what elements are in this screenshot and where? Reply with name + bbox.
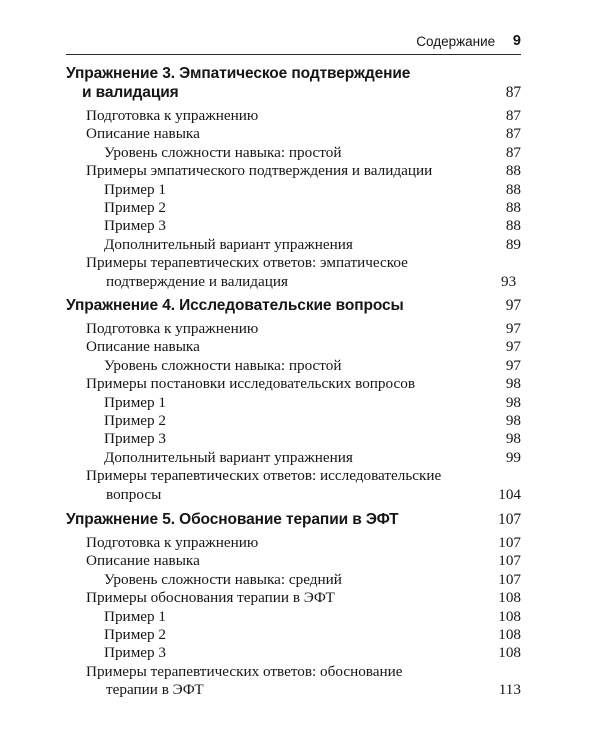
toc-entry-page: 99 bbox=[505, 448, 521, 466]
toc-entry bbox=[66, 357, 521, 375]
toc-entry-text: Примеры эмпатического подтверждения и валидации bbox=[86, 162, 433, 180]
toc-entry-text: Пример 1 bbox=[104, 393, 167, 411]
toc-entry-text: Пример 2 bbox=[104, 626, 167, 644]
toc-entry bbox=[66, 162, 521, 180]
exercise-page-number: 97 bbox=[505, 297, 521, 314]
toc-entry-text: Подготовка к упражнению bbox=[86, 534, 259, 551]
toc-entry-text: Примеры терапевтических ответов: эмпатическое bbox=[86, 254, 408, 272]
toc-entry-text: подтверждение и валидация bbox=[106, 272, 289, 290]
toc-entry-page: 98 bbox=[505, 430, 521, 448]
toc-entry-page: 108 bbox=[498, 607, 521, 625]
toc-entry-page: 107 bbox=[498, 534, 521, 551]
toc-entry-text: Примеры терапевтических ответов: обоснование bbox=[86, 662, 403, 680]
toc-entry-page: 107 bbox=[498, 552, 521, 570]
toc-entry-text: вопросы bbox=[106, 485, 162, 503]
toc-entry-page: 97 bbox=[505, 320, 521, 337]
toc-entry-text: Уровень сложности навыка: средний bbox=[104, 570, 342, 588]
toc-entry bbox=[66, 608, 521, 626]
running-head-title: Содержание bbox=[416, 34, 496, 49]
toc-entry-page: 97 bbox=[505, 356, 521, 374]
toc-entry-text: Примеры терапевтических ответов: исследовательские bbox=[86, 467, 442, 485]
toc-entry-text: Описание навыка bbox=[86, 125, 200, 143]
toc-entry bbox=[66, 338, 521, 356]
toc-entry bbox=[66, 375, 521, 393]
toc-entry-page: 98 bbox=[505, 393, 521, 411]
toc-entry-page: 88 bbox=[505, 217, 521, 235]
toc-entry bbox=[66, 663, 521, 700]
toc-entry-text: Описание навыка bbox=[86, 552, 200, 570]
toc-entry bbox=[66, 217, 521, 235]
toc-entry-page: 98 bbox=[505, 412, 521, 430]
toc-entry-page: 87 bbox=[505, 143, 521, 161]
toc-entry-page: 113 bbox=[498, 681, 521, 699]
toc-entry bbox=[66, 236, 521, 254]
toc-entry bbox=[66, 107, 521, 125]
toc-entry-page: 87 bbox=[505, 107, 521, 124]
toc-entry bbox=[66, 467, 521, 504]
toc-entry-text: Дополнительный вариант упражнения bbox=[104, 235, 353, 253]
toc-entry-text: Пример 3 bbox=[104, 644, 167, 662]
toc-entry-page: 107 bbox=[498, 570, 521, 588]
toc-entry-page: 104 bbox=[498, 485, 521, 503]
toc-entry bbox=[66, 552, 521, 570]
toc-entry-page: 108 bbox=[498, 589, 521, 607]
toc-entry bbox=[66, 589, 521, 607]
toc-section-exercise-5 bbox=[66, 510, 521, 700]
toc-entry bbox=[66, 449, 521, 467]
exercise-title-line: Упражнение 5. Обоснование терапии в ЭФТ bbox=[66, 511, 399, 528]
toc-entry-text: Примеры обоснования терапии в ЭФТ bbox=[86, 589, 335, 607]
toc-entry-page: 88 bbox=[505, 162, 521, 180]
toc-entry-text: Подготовка к упражнению bbox=[86, 320, 259, 337]
exercise-title-line: Упражнение 3. Эмпатическое подтверждение bbox=[66, 65, 411, 82]
toc-entry-page: 88 bbox=[505, 199, 521, 217]
toc-entry-page: 108 bbox=[498, 644, 521, 662]
running-head-page-number: 9 bbox=[512, 33, 521, 49]
toc-entry-text: Примеры постановки исследовательских вопросов bbox=[86, 375, 415, 393]
toc-entry bbox=[66, 534, 521, 552]
toc-entry bbox=[66, 144, 521, 162]
toc-entry bbox=[66, 644, 521, 662]
toc-entry bbox=[66, 394, 521, 412]
toc-entry-page: 98 bbox=[505, 375, 521, 393]
toc-exercise-heading bbox=[66, 510, 521, 529]
toc-entry-text: Пример 1 bbox=[104, 607, 167, 625]
toc-entry-text: Уровень сложности навыка: простой bbox=[104, 143, 342, 161]
toc-entry-text: Пример 2 bbox=[104, 199, 167, 217]
toc-entry bbox=[66, 571, 521, 589]
toc-entry bbox=[66, 430, 521, 448]
toc-exercise-heading bbox=[66, 64, 521, 102]
toc-entry-text: терапии в ЭФТ bbox=[106, 681, 204, 699]
exercise-page-number: 87 bbox=[505, 84, 521, 101]
exercise-title-line: Упражнение 4. Исследовательские вопросы bbox=[66, 297, 404, 314]
toc-entry-text: Пример 3 bbox=[104, 217, 167, 235]
toc-entry-text: Пример 3 bbox=[104, 430, 167, 448]
toc-entry bbox=[66, 199, 521, 217]
toc-entry bbox=[66, 125, 521, 143]
toc-entry-text: Уровень сложности навыка: простой bbox=[104, 356, 342, 374]
toc-entry-text: Пример 1 bbox=[104, 180, 167, 198]
toc-entry: Примеры терапевтических ответов: эмпатическое подтверждение и валидация 93 bbox=[86, 254, 517, 290]
toc-entry-text: Подготовка к упражнению bbox=[86, 107, 259, 124]
toc-entry-page: 87 bbox=[505, 125, 521, 143]
toc-section-exercise-3 bbox=[66, 64, 521, 291]
toc-entry-page: 97 bbox=[505, 338, 521, 356]
toc-entry-page: 89 bbox=[505, 235, 521, 253]
toc-entry bbox=[66, 412, 521, 430]
toc-entry-text: Дополнительный вариант упражнения bbox=[104, 448, 353, 466]
toc-entry-page: 108 bbox=[498, 626, 521, 644]
toc-section-exercise-4 bbox=[66, 296, 521, 504]
exercise-title-line: и валидация bbox=[82, 84, 179, 101]
exercise-page-number: 107 bbox=[498, 511, 521, 528]
toc-entry bbox=[66, 320, 521, 338]
toc-entry bbox=[66, 181, 521, 199]
toc-entry-page: 88 bbox=[505, 180, 521, 198]
toc-entry bbox=[66, 626, 521, 644]
running-head bbox=[66, 34, 521, 55]
toc-entry-text: Пример 2 bbox=[104, 412, 167, 430]
toc-exercise-heading bbox=[66, 296, 521, 315]
toc-entry-text: Описание навыка bbox=[86, 338, 200, 356]
